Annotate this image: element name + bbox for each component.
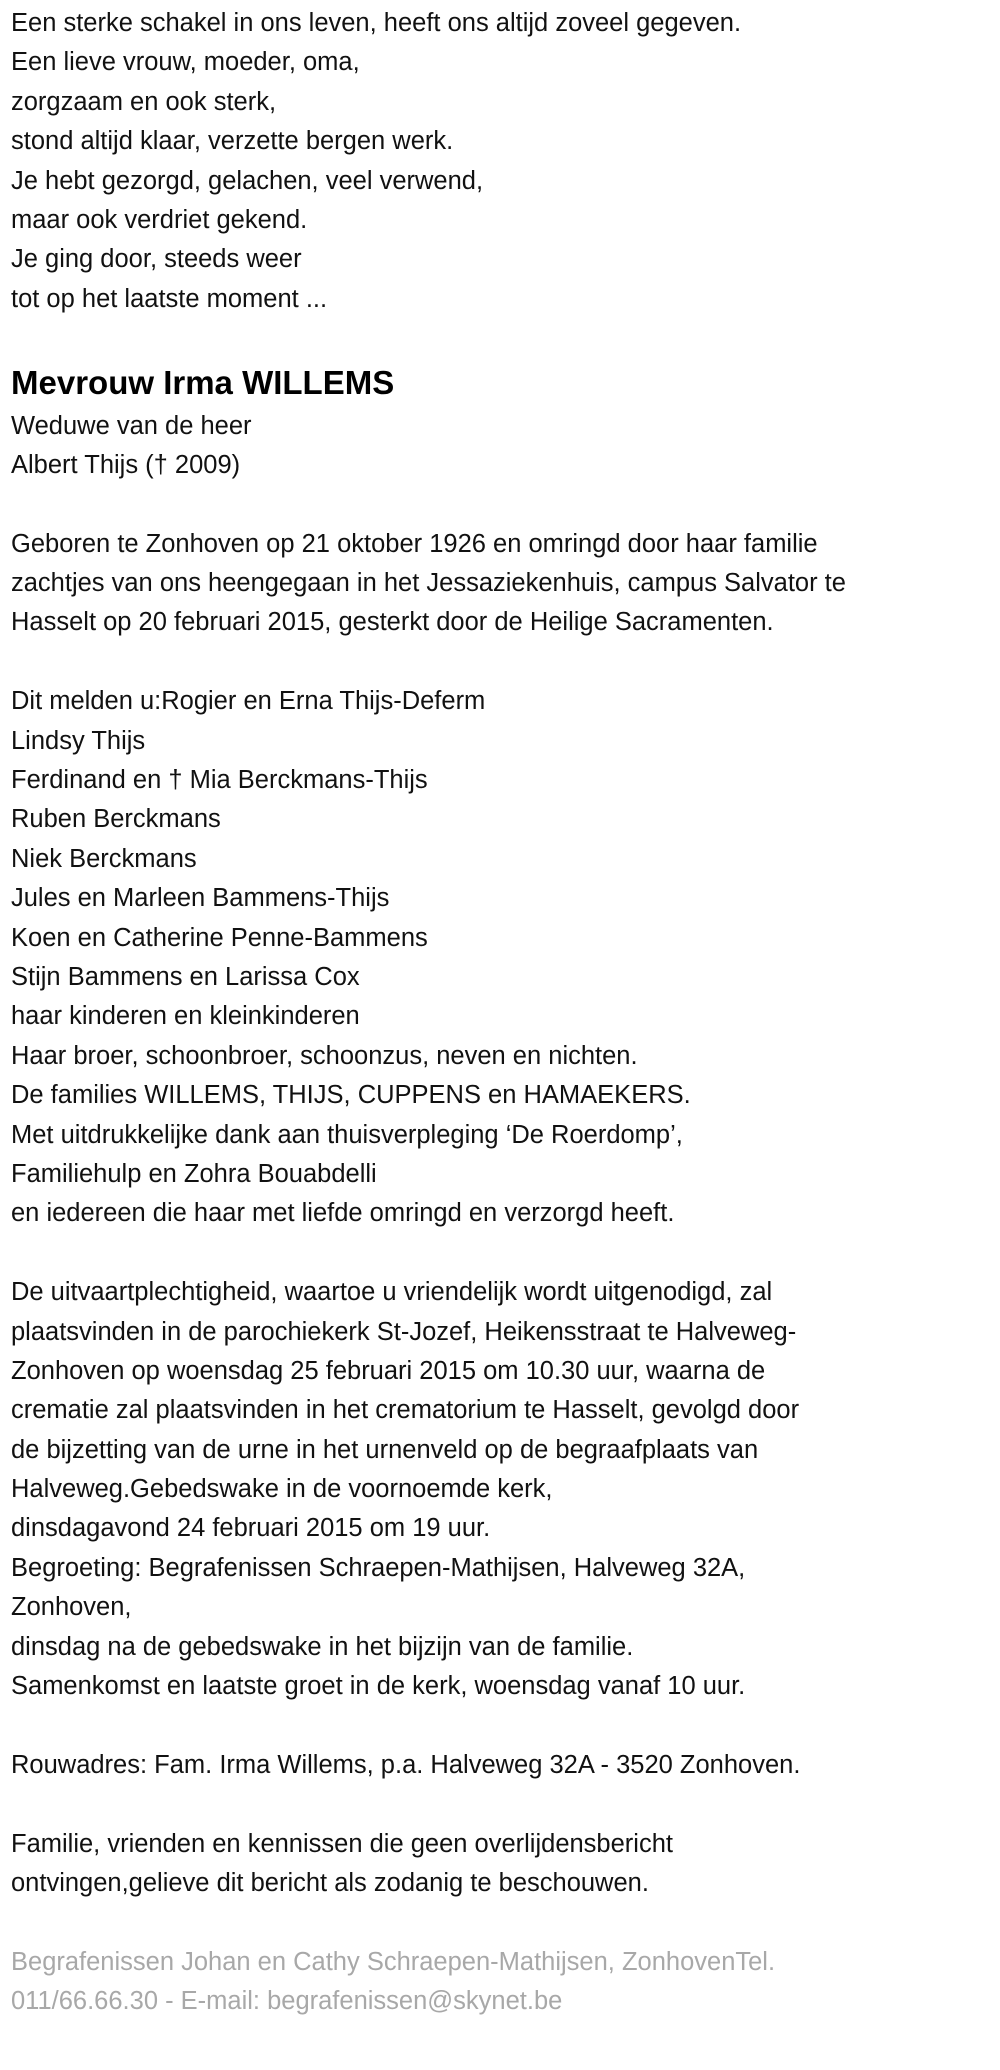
- announcer-line: Niek Berckmans: [11, 844, 197, 873]
- spouse-line: Weduwe van de heer: [11, 411, 252, 440]
- text-line: dinsdagavond 24 februari 2015 om 19 uur.: [11, 1514, 491, 1543]
- text-line: ontvingen,gelieve dit bericht als zodanig te beschouwen.: [11, 1868, 649, 1897]
- poem-line: Je ging door, steeds weer: [11, 245, 302, 274]
- announcer-line: Met uitdrukkelijke dank aan thuisverpleging ‘De Roerdomp’,: [11, 1120, 683, 1149]
- announcer-line: Ferdinand en † Mia Berckmans-Thijs: [11, 766, 428, 795]
- poem-line: tot op het laatste moment ...: [11, 284, 328, 313]
- poem-line: maar ook verdriet gekend.: [11, 205, 308, 234]
- text-line: Halveweg.Gebedswake in de voornoemde kerk,: [11, 1475, 553, 1504]
- text-line: Familie, vrienden en kennissen die geen overlijdensbericht: [11, 1829, 673, 1858]
- spacer: [11, 1903, 846, 1942]
- spacer: [11, 643, 846, 682]
- spacer: [11, 1234, 846, 1273]
- spacer: [11, 485, 846, 524]
- text-line: Hasselt op 20 februari 2015, gesterkt door de Heilige Sacramenten.: [11, 608, 774, 637]
- announcer-line: Haar broer, schoonbroer, schoonzus, neven en nichten.: [11, 1041, 638, 1070]
- announcer-line: Stijn Bammens en Larissa Cox: [11, 962, 360, 991]
- poem: [11, 4, 846, 319]
- text-line: De uitvaartplechtigheid, waartoe u vriendelijk wordt uitgenodigd, zal: [11, 1278, 773, 1307]
- spacer: [11, 1785, 846, 1824]
- text-line: Zonhoven op woensdag 25 februari 2015 om 10.30 uur, waarna de: [11, 1356, 766, 1385]
- deceased-name: Mevrouw Irma WILLEMS: [11, 363, 395, 401]
- footer-line: Begrafenissen Johan en Cathy Schraepen-Mathijsen, ZonhovenTel.: [11, 1947, 776, 1976]
- announcers-list: [11, 682, 846, 1233]
- mourning-address: Rouwadres: Fam. Irma Willems, p.a. Halveweg 32A - 3520 Zonhoven.: [11, 1750, 801, 1779]
- text-line: de bijzetting van de urne in het urnenveld op de begraafplaats van: [11, 1435, 759, 1464]
- spacer: [11, 1706, 846, 1745]
- text-line: Begroeting: Begrafenissen Schraepen-Mathijsen, Halveweg 32A,: [11, 1553, 746, 1582]
- announcer-line: haar kinderen en kleinkinderen: [11, 1002, 360, 1031]
- poem-line: zorgzaam en ook sterk,: [11, 87, 277, 116]
- spacer: [11, 319, 846, 358]
- poem-line: stond altijd klaar, verzette bergen werk.: [11, 127, 454, 156]
- poem-line: Je hebt gezorgd, gelachen, veel verwend,: [11, 166, 484, 195]
- poem-line: Een sterke schakel in ons leven, heeft ons altijd zoveel gegeven.: [11, 9, 742, 37]
- announcer-line: Jules en Marleen Bammens-Thijs: [11, 884, 390, 913]
- ceremony-paragraph: [11, 1273, 846, 1706]
- text-line: Samenkomst en laatste groet in de kerk, woensdag vanaf 10 uur.: [11, 1672, 746, 1701]
- announcer-line: De families WILLEMS, THIJS, CUPPENS en HAMAEKERS.: [11, 1081, 691, 1110]
- notice-paragraph: [11, 1825, 846, 1904]
- text-line: crematie zal plaatsvinden in het crematorium te Hasselt, gevolgd door: [11, 1396, 800, 1425]
- announcer-line: Lindsy Thijs: [11, 726, 146, 755]
- text-line: Geboren te Zonhoven op 21 oktober 1926 en omringd door haar familie: [11, 529, 818, 558]
- announcer-line: Koen en Catherine Penne-Bammens: [11, 923, 428, 952]
- text-line: plaatsvinden in de parochiekerk St-Jozef, Heikensstraat te Halveweg-: [11, 1317, 797, 1346]
- obituary-document: [11, 4, 846, 2022]
- text-line: zachtjes van ons heengegaan in het Jessaziekenhuis, campus Salvator te: [11, 569, 846, 598]
- announcer-line: en iedereen die haar met liefde omringd en verzorgd heeft.: [11, 1199, 675, 1228]
- footer-line: 011/66.66.30 - E-mail: begrafenissen@skynet.be: [11, 1987, 563, 2016]
- announcer-line: Ruben Berckmans: [11, 805, 221, 834]
- funeral-home-footer: [11, 1943, 846, 2022]
- text-line: Zonhoven,: [11, 1593, 132, 1622]
- spouse-line: Albert Thijs († 2009): [11, 450, 241, 479]
- announcer-line: Familiehulp en Zohra Bouabdelli: [11, 1159, 377, 1188]
- announcer-line: Dit melden u:Rogier en Erna Thijs-Deferm: [11, 687, 486, 716]
- text-line: dinsdag na de gebedswake in het bijzijn van de familie.: [11, 1632, 634, 1661]
- poem-line: Een lieve vrouw, moeder, oma,: [11, 48, 360, 77]
- birth-death-paragraph: [11, 525, 846, 643]
